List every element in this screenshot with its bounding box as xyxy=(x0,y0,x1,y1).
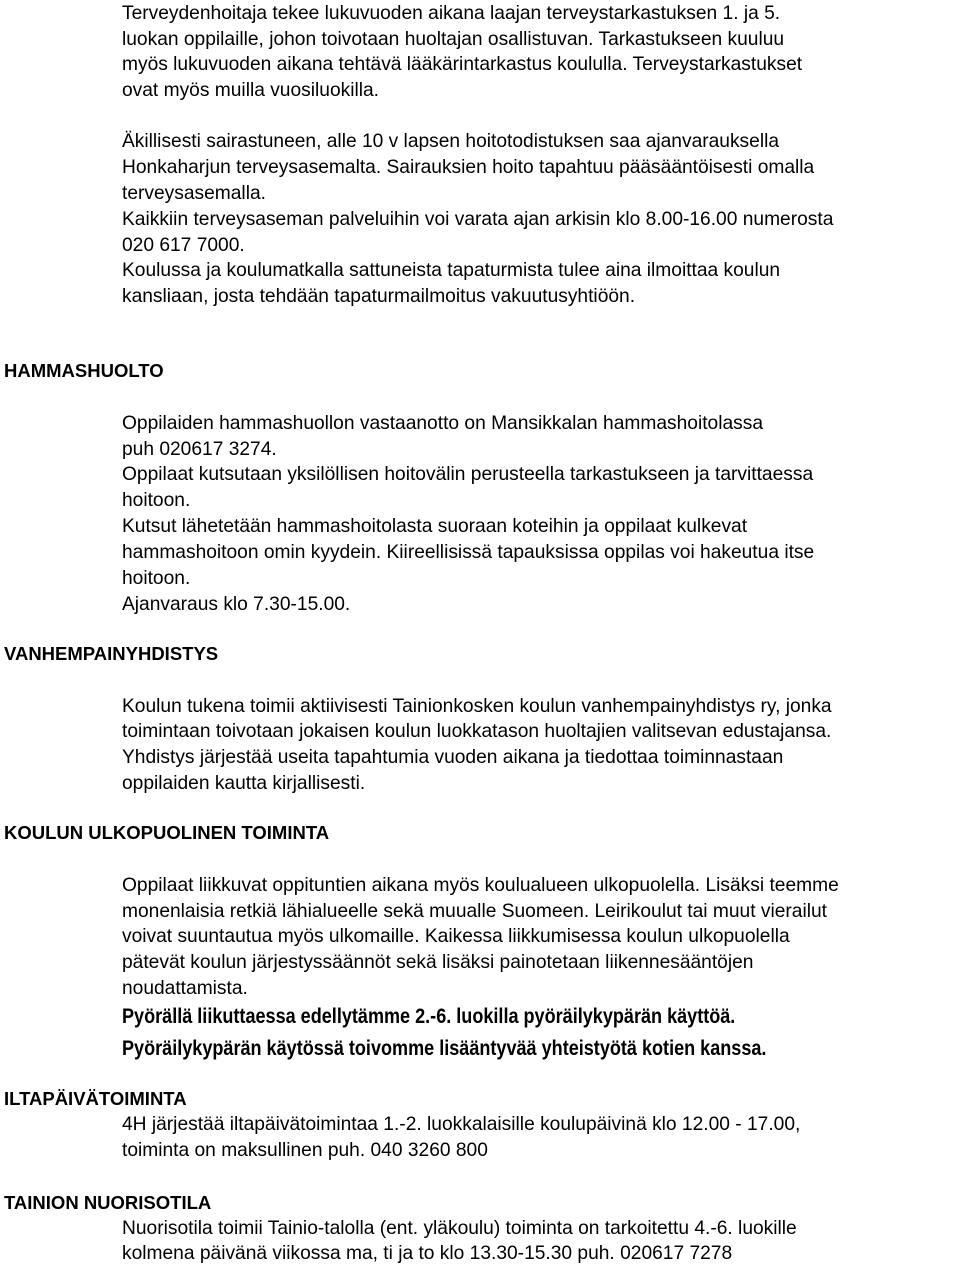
paragraph-line: Oppilaat liikkuvat oppituntien aikana myös koulualueen ulkopuolella. Lisäksi teemme xyxy=(122,875,839,896)
paragraph-line: toiminta on maksullinen puh. 040 3260 800 xyxy=(122,1140,488,1161)
paragraph-line: Äkillisesti sairastuneen, alle 10 v lapsen hoitotodistuksen saa ajanvarauksella xyxy=(122,131,780,152)
paragraph-line: Koulun tukena toimii aktiivisesti Tainionkosken koulun vanhempainyhdistys ry, jonka xyxy=(122,696,832,717)
bold-notice-helmet: Pyörällä liikuttaessa edellytämme 2.-6. luokilla pyöräilykypärän käyttöä. xyxy=(122,1005,736,1028)
paragraph-line: terveysasemalla. xyxy=(122,183,266,204)
bold-notice-cooperation: Pyöräilykypärän käytössä toivomme lisääntyvää yhteistyötä kotien kanssa. xyxy=(122,1037,767,1060)
paragraph-line: Oppilaat kutsutaan yksilöllisen hoitovälin perusteella tarkastukseen ja tarvittaessa xyxy=(122,464,814,485)
paragraph-line: Yhdistys järjestää useita tapahtumia vuoden aikana ja tiedottaa toiminnastaan xyxy=(122,747,784,768)
paragraph-line: Terveydenhoitaja tekee lukuvuoden aikana laajan terveystarkastuksen 1. ja 5. xyxy=(122,3,781,24)
paragraph-line: hammashoitoon omin kyydein. Kiireellisissä tapauksissa oppilas voi hakeutua itse xyxy=(122,542,815,563)
paragraph-line: kolmena päivänä viikossa ma, ti ja to klo 13.30-15.30 puh. 020617 7278 xyxy=(122,1243,733,1264)
paragraph-line: 020 617 7000. xyxy=(122,235,245,256)
paragraph-line: myös lukuvuoden aikana tehtävä lääkärintarkastus koululla. Terveystarkastukset xyxy=(122,54,803,75)
paragraph-line: oppilaiden kautta kirjallisesti. xyxy=(122,773,366,794)
section-heading-nuorisotila: TAINION NUORISOTILA xyxy=(4,1192,212,1213)
paragraph-line: toimintaan toivotaan jokaisen koulun luokkatason huoltajien valitsevan edustajansa. xyxy=(122,721,832,742)
paragraph-line: hoitoon. xyxy=(122,490,191,511)
paragraph-line: kansliaan, josta tehdään tapaturmailmoitus vakuutusyhtiöön. xyxy=(122,286,636,307)
section-heading-ulkopuolinen-toiminta: KOULUN ULKOPUOLINEN TOIMINTA xyxy=(4,822,330,843)
section-heading-vanhempainyhdistys: VANHEMPAINYHDISTYS xyxy=(4,643,219,664)
paragraph-line: voivat suuntautua myös ulkomaille. Kaikessa liikkumisessa koulun ulkopuolella xyxy=(122,926,790,947)
paragraph-line: Koulussa ja koulumatkalla sattuneista tapaturmista tulee aina ilmoittaa koulun xyxy=(122,260,781,281)
paragraph-line: Honkaharjun terveysasemalta. Sairauksien hoito tapahtuu pääsääntöisesti omalla xyxy=(122,157,815,178)
paragraph-line: noudattamista. xyxy=(122,978,248,999)
paragraph-line: Kutsut lähetetään hammashoitolasta suoraan koteihin ja oppilaat kulkevat xyxy=(122,516,748,537)
paragraph-line: pätevät koulun järjestyssäännöt sekä lisäksi painotetaan liikennesääntöjen xyxy=(122,952,754,973)
section-heading-iltapaivatoiminta: ILTAPÄIVÄTOIMINTA xyxy=(4,1088,187,1109)
paragraph-line: Oppilaiden hammashuollon vastaanotto on Mansikkalan hammashoitolassa xyxy=(122,413,764,434)
paragraph-line: hoitoon. xyxy=(122,568,191,589)
paragraph-line: puh 020617 3274. xyxy=(122,439,277,460)
paragraph-line: ovat myös muilla vuosiluokilla. xyxy=(122,80,379,101)
paragraph-line: luokan oppilaille, johon toivotaan huoltajan osallistuvan. Tarkastukseen kuuluu xyxy=(122,29,785,50)
paragraph-line: monenlaisia retkiä lähialueelle sekä muualle Suomeen. Leirikoulut tai muut vierailut xyxy=(122,901,827,922)
section-heading-hammashuolto: HAMMASHUOLTO xyxy=(4,360,164,381)
paragraph-line: Ajanvaraus klo 7.30-15.00. xyxy=(122,594,351,615)
paragraph-line: Nuorisotila toimii Tainio-talolla (ent. yläkoulu) toiminta on tarkoitettu 4.-6. luokille xyxy=(122,1218,797,1239)
paragraph-line: Kaikkiin terveysaseman palveluihin voi varata ajan arkisin klo 8.00-16.00 numerosta xyxy=(122,209,834,230)
paragraph-line: 4H järjestää iltapäivätoimintaa 1.-2. luokkalaisille koulupäivinä klo 12.00 - 17.00, xyxy=(122,1114,801,1135)
